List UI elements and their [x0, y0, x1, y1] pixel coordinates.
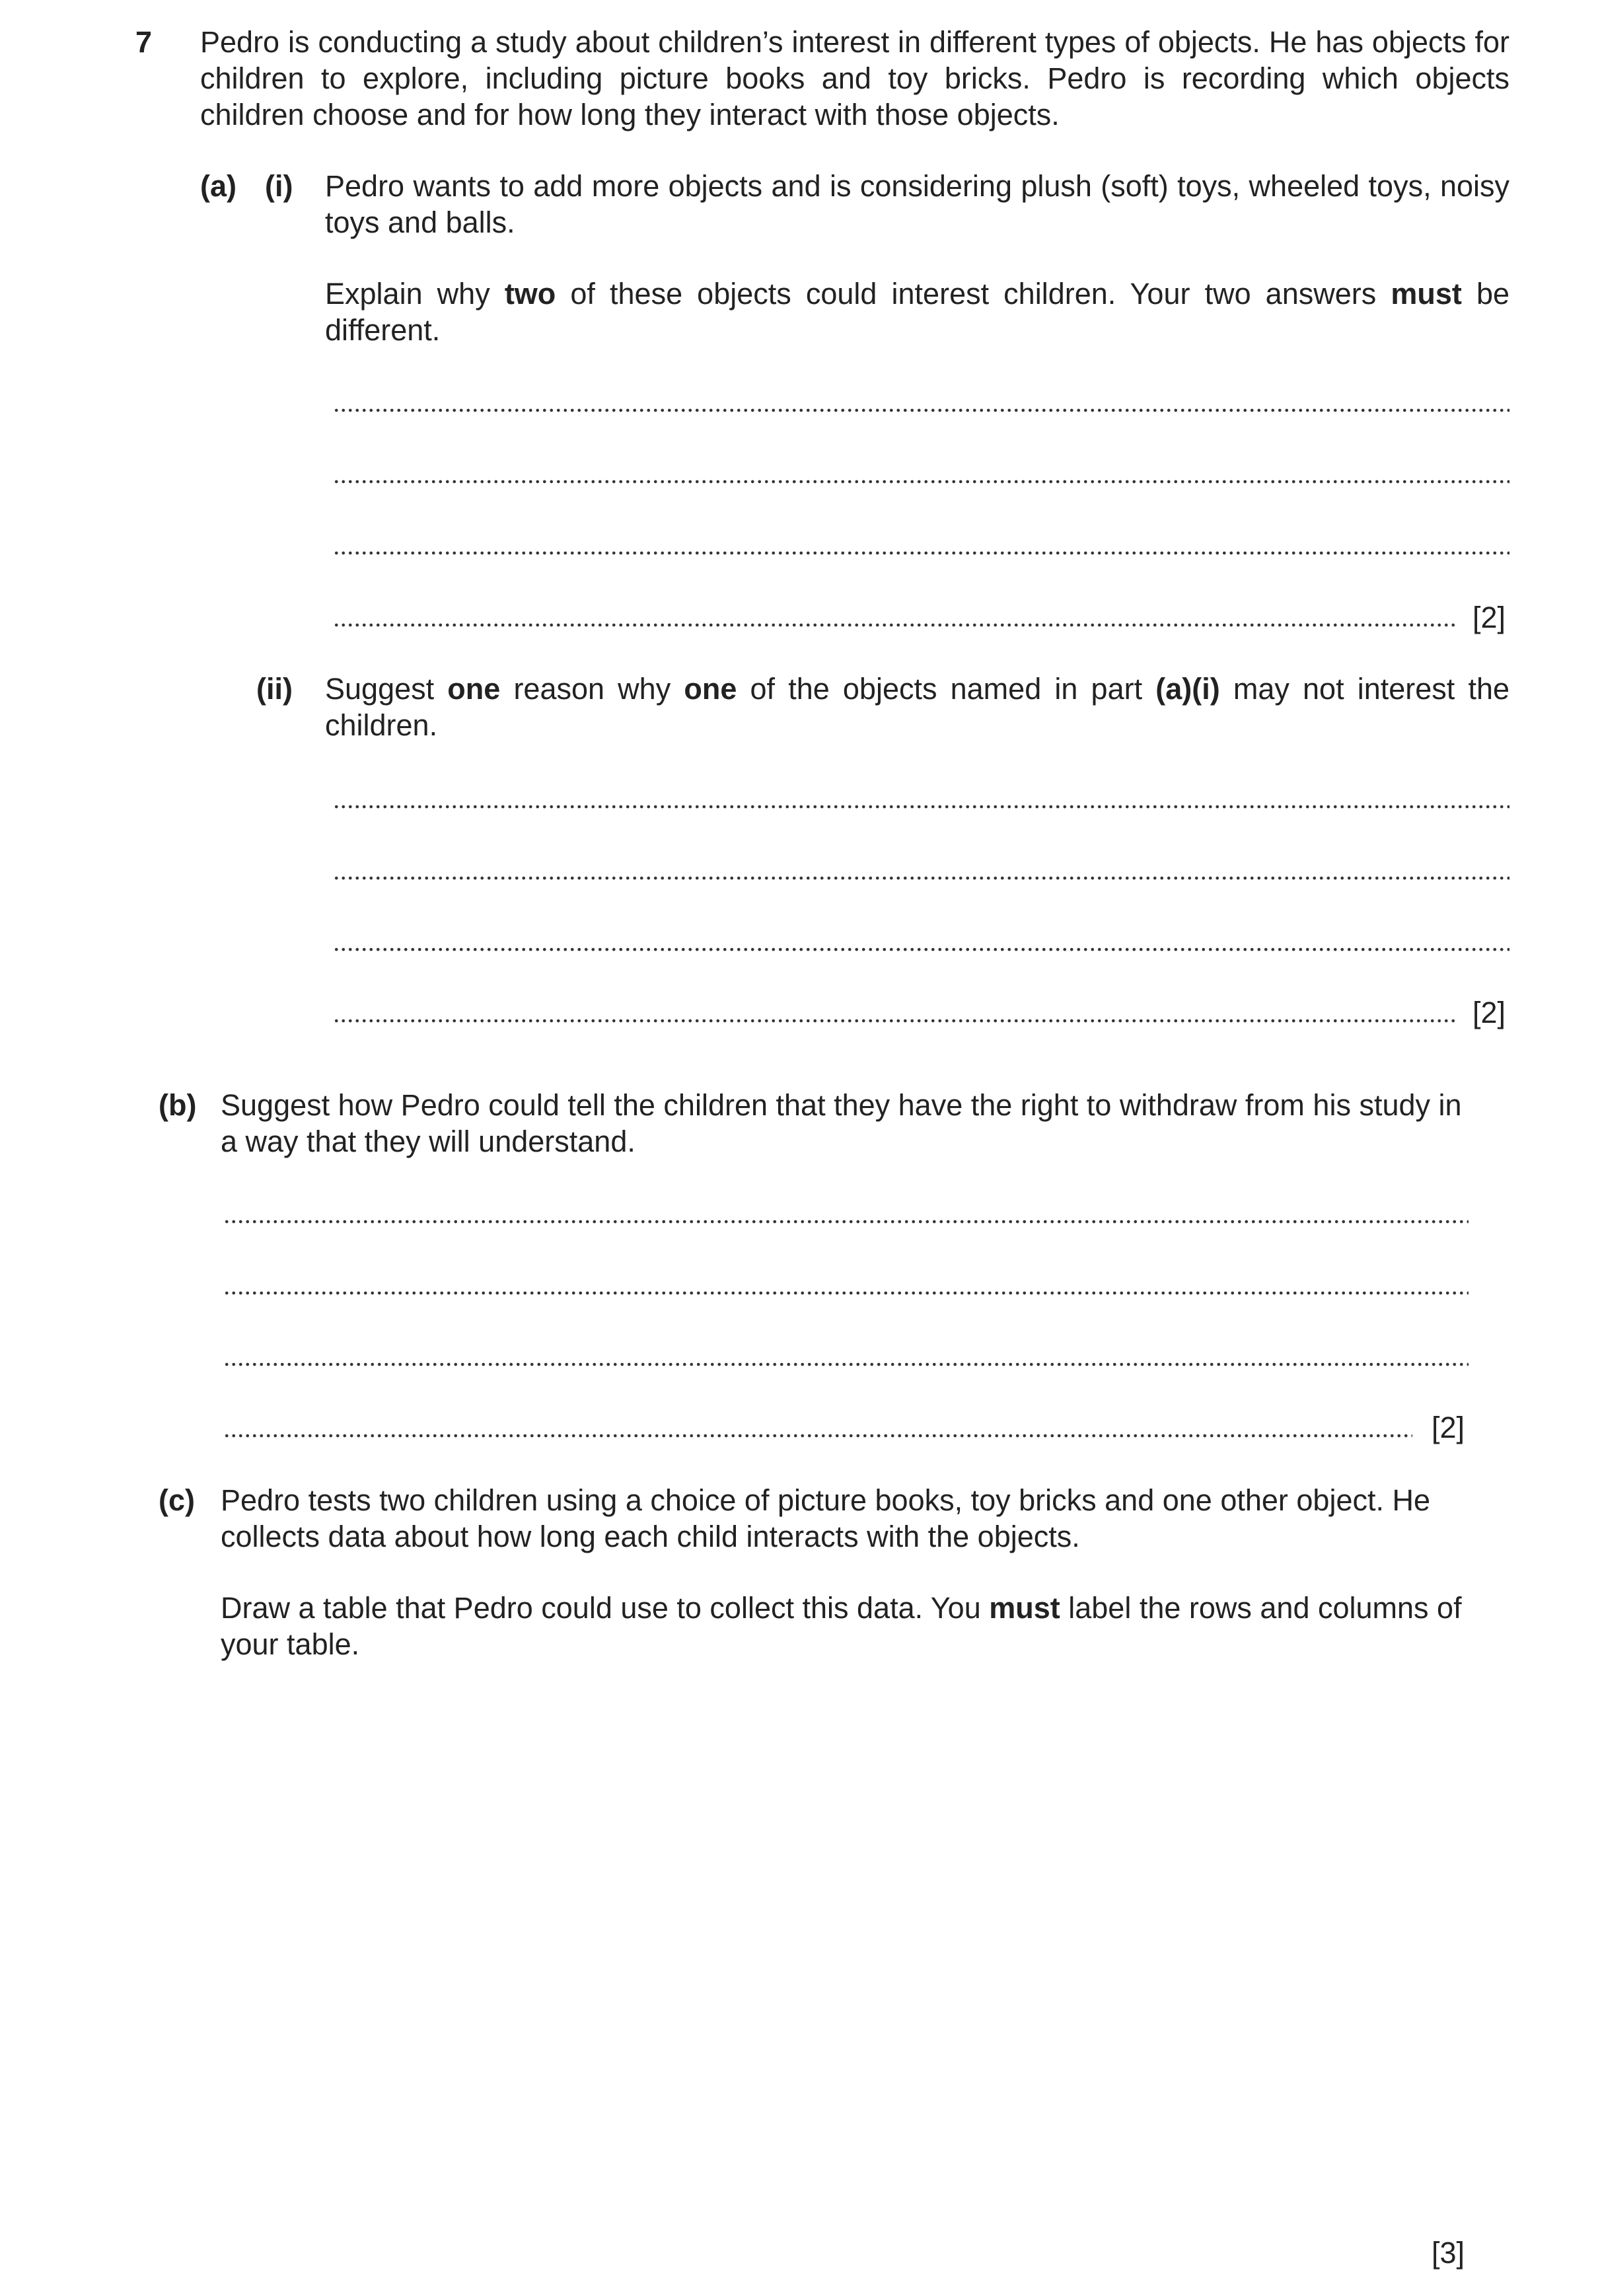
answer-line[interactable]: [333, 550, 1509, 556]
part-c-text: Pedro tests two children using a choice of picture books, toy bricks and one other object. He collects data about how long each child interacts with the objects.: [221, 1483, 1431, 1553]
answer-line[interactable]: [223, 1433, 1412, 1438]
part-a-i-label: (i): [265, 169, 293, 203]
part-b-text: Suggest how Pedro could tell the children that they have the right to withdraw from his study in a way that they will understand.: [221, 1088, 1462, 1158]
marks-b: [2]: [1432, 1411, 1465, 1444]
part-a-ii-label: (ii): [256, 672, 293, 706]
answer-line[interactable]: [333, 408, 1509, 413]
answer-line[interactable]: [223, 1290, 1469, 1296]
marks-a-i: [2]: [1472, 601, 1506, 634]
question-number: 7: [135, 25, 153, 59]
marks-c: [3]: [1432, 2236, 1465, 2270]
part-a-ii-text: Suggest one reason why one of the objects named in part (a)(i) may not interest the children.: [325, 672, 1510, 742]
part-b-label: (b): [159, 1088, 197, 1122]
answer-line[interactable]: [333, 947, 1509, 952]
answer-line[interactable]: [333, 1018, 1455, 1023]
answer-line[interactable]: [333, 479, 1509, 484]
part-a-i-text: Pedro wants to add more objects and is considering plush (soft) toys, wheeled toys, noisy toys and balls.: [325, 169, 1509, 239]
part-a-i-instruction: Explain why two of these objects could interest children. Your two answers must be different.: [325, 277, 1510, 347]
answer-line[interactable]: [333, 875, 1509, 881]
answer-line[interactable]: [333, 622, 1455, 628]
part-c-label: (c): [159, 1483, 195, 1517]
answer-line[interactable]: [333, 804, 1509, 809]
question-stem: Pedro is conducting a study about children’s interest in different types of objects. He has objects for children to explore, including picture books and toy bricks. Pedro is recording which objects children choose and for how long they interact with those objects.: [200, 25, 1509, 131]
marks-a-ii: [2]: [1472, 996, 1506, 1029]
table-drawing-area[interactable]: [221, 1678, 1469, 2240]
part-a-label: (a): [200, 169, 236, 203]
answer-line[interactable]: [223, 1362, 1469, 1367]
answer-line[interactable]: [223, 1219, 1469, 1224]
part-c-instruction: Draw a table that Pedro could use to collect this data. You must label the rows and columns of your table.: [221, 1591, 1462, 1661]
